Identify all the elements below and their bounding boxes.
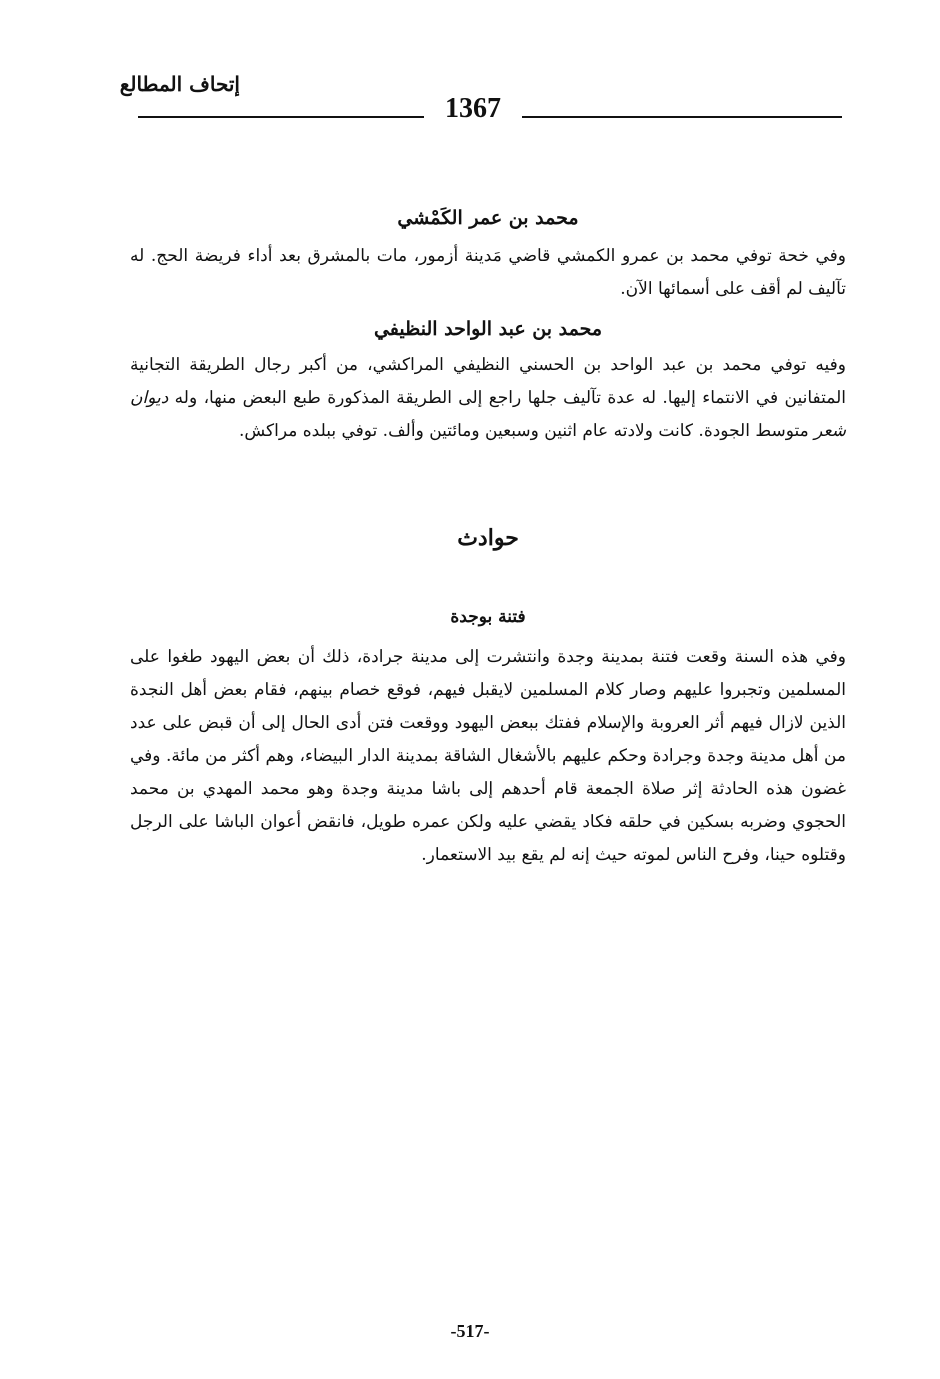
biography-heading: محمد بن عبد الواحد النظيفي bbox=[373, 318, 603, 340]
paragraph-text: وفيه توفي محمد بن عبد الواحد بن الحسني النظيفي المراكشي، من أكبر رجال الطريقة التجانية المتفانين في الانتماء إليها. له عدة تآليف جلها راجع إلى الطريقة المذكورة طبع البعض منها، وله bbox=[130, 355, 846, 408]
running-title: إتحاف المطالع bbox=[119, 72, 240, 96]
year-heading: 1367 bbox=[445, 93, 501, 124]
biography-heading: محمد بن عمر الكَمْشي bbox=[397, 207, 579, 229]
page-number: -517- bbox=[450, 1321, 490, 1341]
section-heading: حوادث bbox=[457, 525, 519, 551]
biography-paragraph bbox=[130, 349, 846, 487]
event-heading: فتنة بوجدة bbox=[450, 607, 526, 627]
event-paragraph: وفي هذه السنة وقعت فتنة بمدينة وجدة وانتشرت إلى مدينة جرادة، ذلك أن بعض اليهود طغوا على المسلمين وتجبروا عليهم وصار كلام المسلمين لايقبل فيهم، فوقع خصام بينهم، فقام بعض أهل النجدة الذين لازال فيهم أثر العروبة والإسلام ففتك ببعض اليهود ووقعت فتن أدى الحال إلى أن قبض على عدد من أهل مدينة وجدة وجرادة وحكم عليهم بالأشغال الشاقة بمدينة الدار البيضاء، وهم أكثر من مائة. وفي غضون هذه الحادثة إثر صلاة الجمعة قام أحدهم إلى باشا مدينة وجدة وهو محمد المهدي بن محمد الحجوي وضربه بسكين في حلقه فكاد يقضي عليه ولكن عمره طويل، فانقض أعوان الباشا على الرجل وقتلوه حينا، وفرح الناس لموته حيث إنه لم يقع بيد الاستعمار. bbox=[130, 647, 846, 865]
header-rule-left bbox=[138, 116, 424, 118]
italic-book-title: ديوان شعر bbox=[130, 388, 846, 441]
biography-paragraph: وفي خحة توفي محمد بن عمرو الكمشي قاضي مَدينة أزمور، مات بالمشرق بعد أداء فريضة الحج. له تآليف لم أقف على أسمائها الآن. bbox=[130, 246, 846, 299]
paragraph-text: متوسط الجودة. كانت ولادته عام اثنين وسبعين ومائتين وألف. توفي ببلده مراكش. bbox=[238, 421, 815, 441]
header-rule-right bbox=[522, 116, 842, 118]
